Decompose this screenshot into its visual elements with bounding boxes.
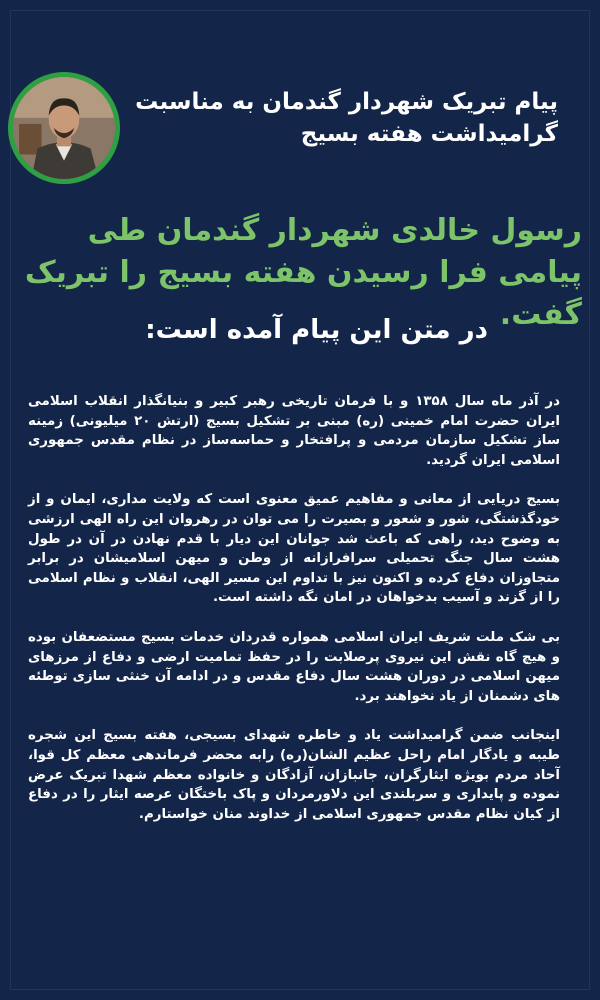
mayor-portrait-photo (8, 72, 120, 184)
page-title: پیام تبریک شهردار گندمان به مناسبت گرامیداشت هفته بسیج (135, 89, 558, 147)
message-paragraph: در آذر ماه سال ۱۳۵۸ و با فرمان تاریخی رهبر کبیر و بنیانگذار انقلاب اسلامی ایران حضرت امام خمینی (ره) مبنی بر تشکیل بسیج (ارتش ۲۰ میلیونی) زمینه ساز تشکیل سازمان مردمی و پرافتخار و حماسه‌ساز در نظام مقدس جمهوری اسلامی ایران گردید. (28, 394, 561, 468)
message-paragraph: بی شک ملت شریف ایران اسلامی همواره قدردان خدمات بسیج مستضعفان بوده و هیچ گاه نقش این نیروی پرصلابت را در حفظ تمامیت ارضی و دفاع از مرزهای میهن اسلامی در دوران هشت سال دفاع مقدس و در ادامه آن خنثی سازی توطئه های دشمنان از یاد نخواهند برد. (28, 629, 560, 704)
message-paragraph: اینجانب ضمن گرامیداشت یاد و خاطره شهدای بسیجی، هفته بسیج این شجره طیبه و یادگار امام راحل عظیم الشان(ره) رابه محضر فرماندهی معظم کل قوا، آحاد مردم بویژه ایثارگران، جانبازان، آزادگان و خانواده معظم شهدا تبریک عرض نموده و پایداری و سربلندی این دلاورمردان و پاک باختگان عرصه ایثار را در دفاع از کیان نظام مقدس جمهوری اسلامی از خداوند منان خواستارم. (28, 728, 560, 822)
portrait-illustration (13, 77, 115, 179)
message-paragraph: بسیج دریایی از معانی و مفاهیم عمیق معنوی است که ولایت مداری، ایمان و از خودگذشتگی، شور و شعور و بصیرت را می توان در رهروان این راه الهی ارزشی به وضوح دید، راهی که باعث شد جوانان این دیار با قدم نهادن در آن در طول هشت سال جنگ تحمیلی سرافرازانه از وطن و میهن اسلامیشان در برابر متجاوزان دفاع کرده و اکنون نیز با تداوم این مسیر الهی، انقلاب و نظام اسلامی را از گزند و آسیب بدخواهان در امان نگه داشته است. (28, 492, 560, 606)
news-headline: رسول خالدی شهردار گندمان طی پیامی فرا رسیدن هفته بسیج را تبریک گفت. (24, 213, 582, 332)
message-body (28, 392, 560, 844)
message-intro: در متن این پیام آمده است: (145, 315, 488, 345)
